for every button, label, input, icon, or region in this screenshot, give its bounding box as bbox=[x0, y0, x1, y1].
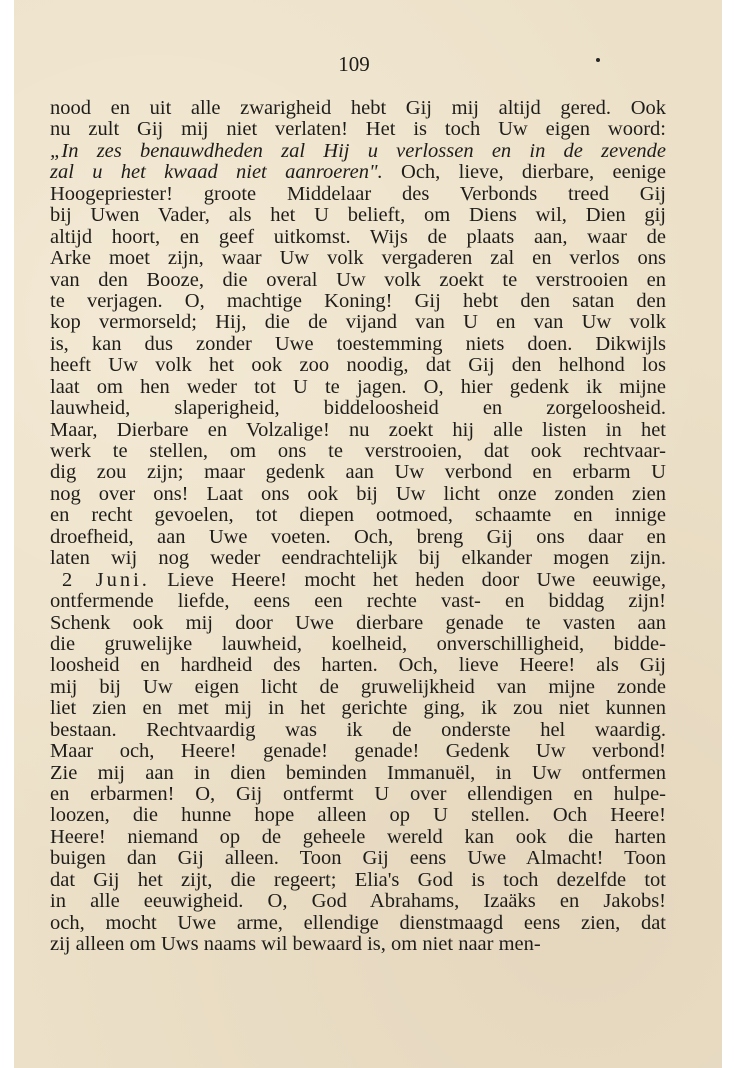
text-line: altijd hoort, en geef uitkomst. Wijs de plaats aan, waar de bbox=[50, 225, 666, 248]
text-line: buigen dan Gij alleen. Toon Gij eens Uwe Almacht! Toon bbox=[50, 847, 666, 870]
text-line: nood en uit alle zwarigheid hebt Gij mij altijd gered. Ook bbox=[50, 97, 666, 119]
text-line bbox=[50, 570, 666, 591]
text-line: Maar, Dierbare en Volzalige! nu zoekt hij alle listen in het bbox=[50, 418, 666, 441]
text-line: heeft Uw volk het ook zoo noodig, dat Gij den helhond los bbox=[50, 354, 666, 377]
text-line: en erbarmen! O, Gij ontfermt U over ellendigen en hulpe- bbox=[50, 783, 666, 805]
text-line: ontfermende liefde, eens een rechte vast- en biddag zijn! bbox=[50, 590, 666, 613]
text-line bbox=[50, 162, 666, 183]
text-fragment: mocht het heden door Uwe eeuwige, bbox=[304, 568, 666, 591]
text-line: dat Gij het zijt, die regeert; Elia's God is toch dezelfde tot bbox=[50, 868, 666, 891]
text-line: laten wij nog weder eendrachtelijk bij elkander mogen zijn. bbox=[50, 547, 666, 570]
text-line: te verjagen. O, machtige Koning! Gij hebt den satan den bbox=[50, 289, 666, 312]
text-line: droefheid, aan Uwe voeten. Och, breng Gij ons daar en bbox=[50, 525, 666, 548]
text-line: och, mocht Uwe arme, ellendige dienstmaagd eens zien, dat bbox=[50, 911, 666, 934]
text-line: loozen, die hunne hope alleen op U stellen. Och Heere! bbox=[50, 804, 666, 827]
text-line: Zie mij aan in dien beminden Immanuël, in Uw ontfermen bbox=[50, 761, 666, 784]
text-fragment: Och, lieve, dierbare, eenige bbox=[401, 161, 666, 184]
page-body bbox=[50, 98, 666, 956]
text-line: van den Booze, die overal Uw volk zoekt te verstrooien en bbox=[50, 268, 666, 291]
quote-end: zal u het kwaad niet aanroeren". bbox=[50, 161, 383, 184]
text-line: zij alleen om Uws naams wil bewaard is, om niet naar men- bbox=[50, 933, 541, 956]
date-heading: 2 Juni. bbox=[62, 568, 150, 591]
text-line: laat om hen weder tot U te jagen. O, hier gedenk ik mijne bbox=[50, 375, 666, 398]
text-line: nog over ons! Laat ons ook bij Uw licht onze zonden zien bbox=[50, 482, 666, 505]
text-line: nu zult Gij mij niet verlaten! Het is toch Uw eigen woord: bbox=[50, 118, 666, 141]
text-line: liet zien en met mij in het gerichte ging, ik zou niet kunnen bbox=[50, 697, 666, 720]
text-line: Schenk ook mij door Uwe dierbare genade te vasten aan bbox=[50, 611, 666, 634]
text-line: Heere! niemand op de geheele wereld kan ook die harten bbox=[50, 825, 666, 848]
text-fragment: Lieve Heere! bbox=[167, 568, 287, 591]
text-line: lauwheid, slaperigheid, biddeloosheid en zorgeloosheid. bbox=[50, 397, 666, 420]
text-line: dig zou zijn; maar gedenk aan Uw verbond en erbarm U bbox=[50, 461, 666, 484]
text-line: „In zes benauwdheden zal Hij u verlossen en in de zevende bbox=[50, 139, 666, 162]
text-line: en recht gevoelen, tot diepen ootmoed, schaamte en innige bbox=[50, 504, 666, 527]
text-line: bestaan. Rechtvaardig was ik de onderste hel waardig. bbox=[50, 718, 666, 741]
print-mark bbox=[596, 58, 600, 62]
text-line: Maar och, Heere! genade! genade! Gedenk Uw verbond! bbox=[50, 740, 666, 763]
text-line: in alle eeuwigheid. O, God Abrahams, Izaäks en Jakobs! bbox=[50, 890, 666, 913]
text-line: Hoogepriester! groote Middelaar des Verbonds treed Gij bbox=[50, 182, 666, 205]
text-line: werk te stellen, om ons te verstrooien, dat ook rechtvaar- bbox=[50, 440, 666, 462]
text-line: is, kan dus zonder Uwe toestemming niets doen. Dikwijls bbox=[50, 332, 666, 355]
text-line: bij Uwen Vader, als het U belieft, om Diens wil, Dien gij bbox=[50, 204, 666, 227]
text-line: mij bij Uw eigen licht de gruwelijkheid van mijne zonde bbox=[50, 675, 666, 698]
text-line: kop vermorseld; Hij, die de vijand van U en van Uw volk bbox=[50, 311, 666, 334]
text-line: Arke moet zijn, waar Uw volk vergaderen zal en verlos ons bbox=[50, 247, 666, 270]
page-number: 109 bbox=[338, 52, 370, 76]
text-line: loosheid en hardheid des harten. Och, lieve Heere! als Gij bbox=[50, 654, 666, 677]
text-line: die gruwelijke lauwheid, koelheid, onverschilligheid, bidde- bbox=[50, 632, 666, 655]
book-page bbox=[14, 0, 722, 1068]
